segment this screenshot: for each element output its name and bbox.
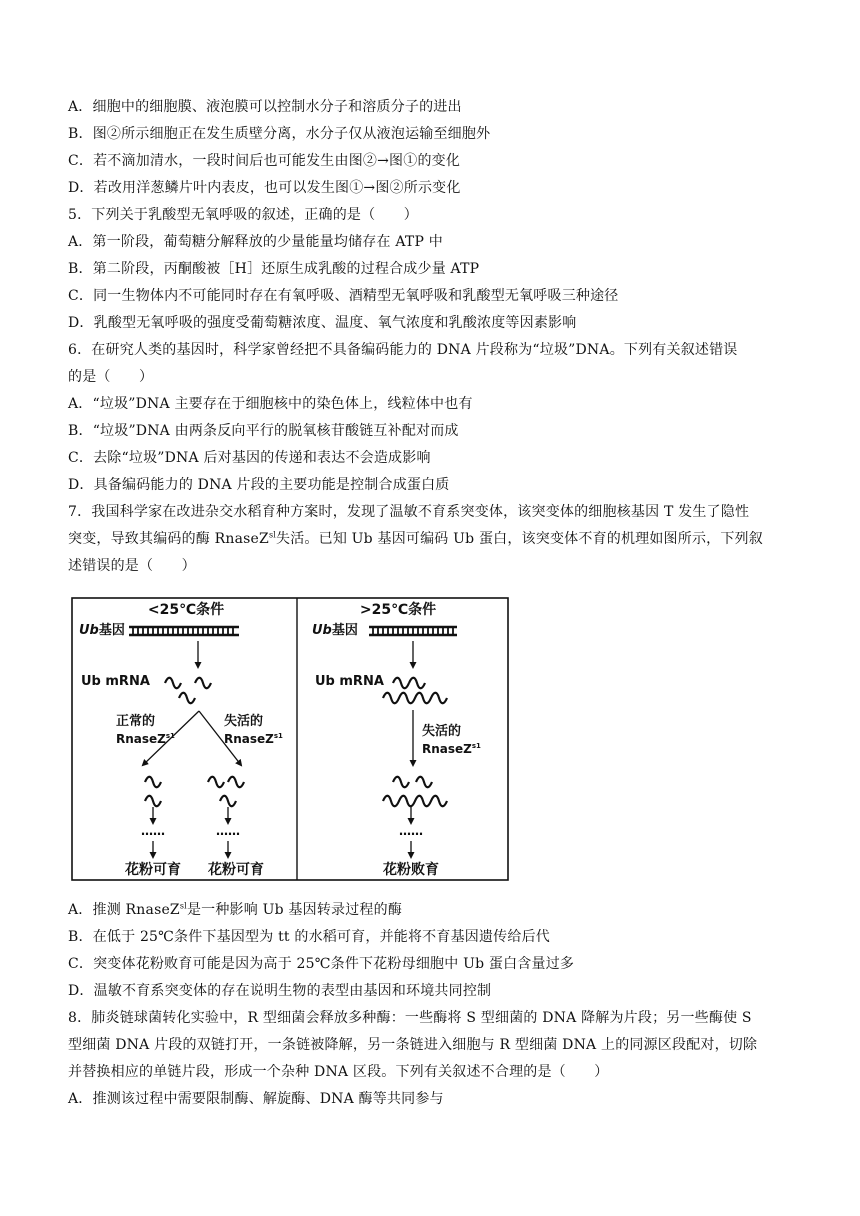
q5-option-c: C．同一生物体内不可能同时存在有氧呼吸、酒精型无氧呼吸和乳酸型无氧呼吸三种途径 bbox=[68, 288, 619, 304]
left-dots-b: …… bbox=[216, 824, 240, 838]
q8-option-a: A．推测该过程中需要限制酶、解旋酶、DNA 酶等共同参与 bbox=[68, 1091, 444, 1107]
q8-stem-line2: 型细菌 DNA 片段的双链打开，一条链被降解，另一条链进入细胞与 R 型细菌 DNA 上的同源区段配对，切除 bbox=[68, 1037, 758, 1053]
normal-enzyme-name: RnaseZ$^{s1}$ bbox=[116, 732, 175, 746]
q6-stem-line2: 的是（ ） bbox=[68, 369, 154, 385]
q6-option-d: D．具备编码能力的 DNA 片段的主要功能是控制合成蛋白质 bbox=[68, 477, 450, 493]
right-gene-dna-icon bbox=[369, 627, 457, 635]
normal-enzyme-label: 正常的 bbox=[116, 714, 156, 729]
q4-option-a: A．细胞中的细胞膜、液泡膜可以控制水分子和溶质分子的进出 bbox=[68, 99, 462, 115]
q7-stem-line1: 7．我国科学家在改进杂交水稻育种方案时，发现了温敏不育系突变体，该突变体的细胞核基因 T 发生了隐性 bbox=[68, 504, 750, 520]
right-result-sterile: 花粉败育 bbox=[383, 862, 439, 878]
q5-option-d: D．乳酸型无氧呼吸的强度受葡萄糖浓度、温度、氧气浓度和乳酸浓度等因素影响 bbox=[68, 315, 577, 331]
left-mrna-label: Ub mRNA bbox=[81, 674, 150, 689]
q6-option-a: A．“垃圾”DNA 主要存在于细胞核中的染色体上，线粒体中也有 bbox=[68, 396, 473, 412]
left-dots-a: …… bbox=[141, 824, 165, 838]
q7-option-d: D．温敏不育系突变体的存在说明生物的表型由基因和环境共同控制 bbox=[68, 983, 492, 999]
q4-option-b: B．图②所示细胞正在发生质壁分离，水分子仅从液泡运输至细胞外 bbox=[68, 126, 491, 142]
left-panel-title: <25℃条件 bbox=[147, 602, 225, 618]
q7-stem-line2: 突变，导致其编码的酶 RnaseZ$^{sl}$失活。已知 Ub 基因可编码 Ub 蛋白，该突变体不育的机理如图所示，下列叙 bbox=[68, 530, 763, 547]
right-panel-title: >25℃条件 bbox=[359, 602, 437, 618]
q5-option-a: A．第一阶段，葡萄糖分解释放的少量能量均储存在 ATP 中 bbox=[68, 234, 443, 250]
q8-stem-line1: 8．肺炎链球菌转化实验中，R 型细菌会释放多种酶：一些酶将 S 型细菌的 DNA 降解为片段；另一些酶使 S bbox=[68, 1010, 752, 1026]
q5-option-b: B．第二阶段，丙酮酸被［H］还原生成乳酸的过程合成少量 ATP bbox=[68, 261, 480, 277]
q6-option-b: B．“垃圾”DNA 由两条反向平行的脱氧核苷酸链互补配对而成 bbox=[68, 423, 459, 439]
q5-stem: 5．下列关于乳酸型无氧呼吸的叙述，正确的是（ ） bbox=[68, 207, 418, 223]
right-mrna-label: Ub mRNA bbox=[315, 674, 384, 689]
inactive-enzyme-label-right: 失活的 bbox=[422, 724, 462, 739]
q7-mechanism-figure bbox=[71, 597, 509, 881]
q8-stem-line3: 并替换相应的单链片段，形成一个杂种 DNA 区段。下列有关叙述不合理的是（ ） bbox=[68, 1064, 609, 1080]
q7-option-a: A．推测 RnaseZ$^{sl}$是一种影响 Ub 基因转录过程的酶 bbox=[68, 901, 403, 918]
inactive-enzyme-name-right: RnaseZ$^{s1}$ bbox=[422, 742, 481, 756]
left-result-fertile-a: 花粉可育 bbox=[125, 862, 181, 878]
q6-stem-line1: 6．在研究人类的基因时，科学家曾经把不具备编码能力的 DNA 片段称为“垃圾”DNA。下列有关叙述错误 bbox=[68, 342, 738, 358]
q4-option-d: D．若改用洋葱鳞片叶内表皮，也可以发生图①→图②所示变化 bbox=[68, 180, 461, 196]
right-dots: …… bbox=[399, 824, 423, 838]
q7-stem-line3: 述错误的是（ ） bbox=[68, 558, 196, 574]
inactive-enzyme-label-left: 失活的 bbox=[224, 714, 264, 729]
left-result-fertile-b: 花粉可育 bbox=[208, 862, 264, 878]
left-gene-label: Ub基因 bbox=[79, 623, 125, 638]
q7-option-c: C．突变体花粉败育可能是因为高于 25℃条件下花粉母细胞中 Ub 蛋白含量过多 bbox=[68, 956, 575, 972]
q6-option-c: C．去除“垃圾”DNA 后对基因的传递和表达不会造成影响 bbox=[68, 450, 431, 466]
q7-option-b: B．在低于 25℃条件下基因型为 tt 的水稻可育，并能将不育基因遗传给后代 bbox=[68, 929, 550, 945]
inactive-enzyme-name-left: RnaseZ$^{s1}$ bbox=[224, 732, 283, 746]
q4-option-c: C．若不滴加清水，一段时间后也可能发生由图②→图①的变化 bbox=[68, 153, 461, 169]
right-gene-label: Ub基因 bbox=[312, 623, 358, 638]
